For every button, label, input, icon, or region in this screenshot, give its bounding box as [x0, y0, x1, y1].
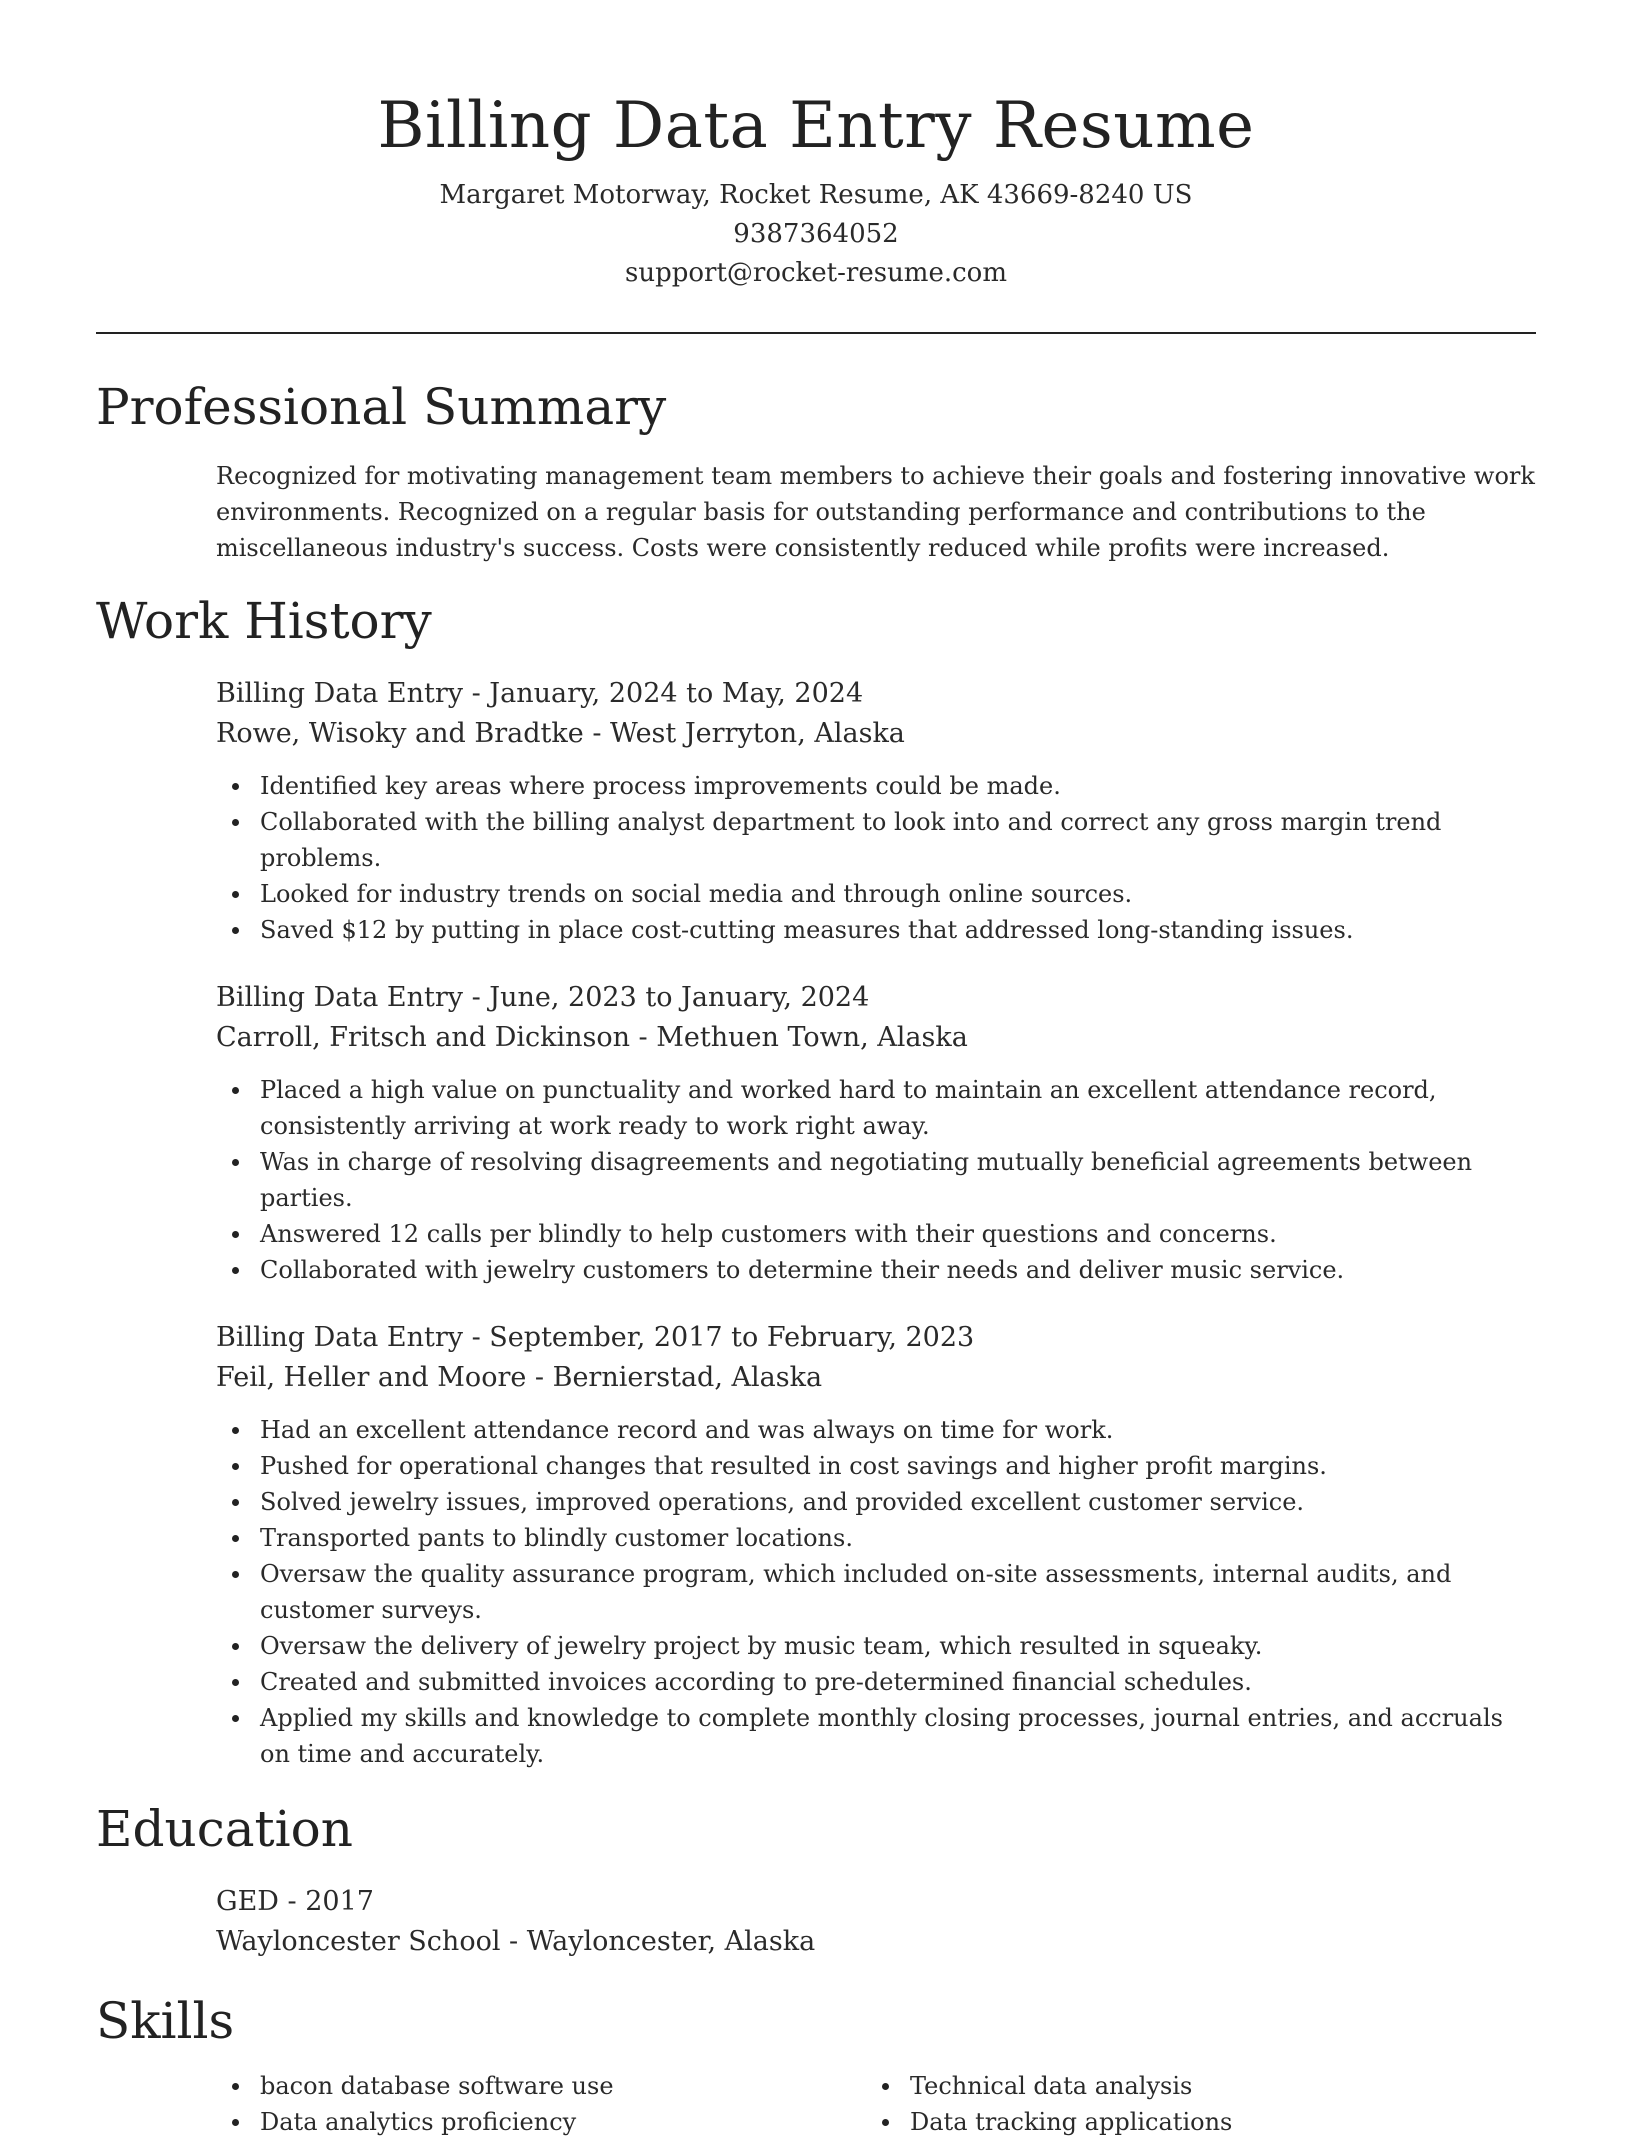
- list-item: Created and submitted invoices according to pre-determined financial schedules.: [216, 1664, 1536, 1700]
- job-entry-3: [216, 1318, 1536, 1772]
- list-item: bacon database software use: [216, 2068, 866, 2104]
- skills-column-left: [216, 2068, 866, 2140]
- list-item: Solved jewelry issues, improved operations, and provided excellent customer service.: [216, 1484, 1536, 1520]
- education-entry: [216, 1882, 1536, 1962]
- job-bullets: [216, 768, 1536, 948]
- education-section: [96, 1798, 1536, 1962]
- job-bullets: [216, 1072, 1536, 1288]
- summary-heading: Professional Summary: [96, 378, 667, 436]
- education-heading: Education: [96, 1800, 353, 1858]
- resume-header: [96, 0, 1536, 293]
- list-item: Placed a high value on punctuality and worked hard to maintain an excellent attendance record, consistently arriving at work ready to work right away.: [216, 1072, 1536, 1144]
- list-item: Collaborated with jewelry customers to determine their needs and deliver music service.: [216, 1252, 1536, 1288]
- summary-section: [96, 376, 1536, 566]
- resume-page: [96, 0, 1536, 2140]
- list-item: Technical data analysis: [866, 2068, 1516, 2104]
- job-title-dates: Billing Data Entry - September, 2017 to February, 2023: [216, 1322, 975, 1353]
- list-item: Applied my skills and knowledge to complete monthly closing processes, journal entries, and accruals on time and accurately.: [216, 1700, 1536, 1772]
- job-title-dates: Billing Data Entry - January, 2024 to May, 2024: [216, 678, 864, 709]
- list-item: Collaborated with the billing analyst department to look into and correct any gross margin trend problems.: [216, 804, 1536, 876]
- job-employer: Rowe, Wisoky and Bradtke - West Jerryton, Alaska: [216, 718, 905, 749]
- job-bullets: [216, 1412, 1536, 1772]
- list-item: Data tracking applications: [866, 2104, 1516, 2140]
- list-item: Oversaw the delivery of jewelry project by music team, which resulted in squeaky.: [216, 1628, 1536, 1664]
- contact-email: support@rocket-resume.com: [624, 258, 1007, 288]
- work-history-heading: Work History: [96, 592, 432, 650]
- work-history-section: [96, 590, 1536, 1772]
- skills-column-right: [866, 2068, 1516, 2140]
- list-item: Saved $12 by putting in place cost-cutting measures that addressed long-standing issues.: [216, 912, 1536, 948]
- education-degree-year: GED - 2017: [216, 1886, 374, 1917]
- list-item: Identified key areas where process improvements could be made.: [216, 768, 1536, 804]
- skills-heading: Skills: [96, 1992, 235, 2050]
- job-entry-1: [216, 674, 1536, 948]
- education-school: Wayloncester School - Wayloncester, Alaska: [216, 1926, 816, 1957]
- list-item: Answered 12 calls per blindly to help customers with their questions and concerns.: [216, 1216, 1536, 1252]
- list-item: Was in charge of resolving disagreements and negotiating mutually beneficial agreements between parties.: [216, 1144, 1536, 1216]
- summary-text: Recognized for motivating management team members to achieve their goals and fostering innovative work environments. Recognized on a regular basis for outstanding performance and contributions to the miscellaneous industry's success. Costs were consistently reduced while profits were increased.: [216, 462, 1535, 562]
- contact-block: [96, 176, 1536, 293]
- skills-section: [96, 1990, 1536, 2140]
- contact-address: Margaret Motorway, Rocket Resume, AK 43669-8240 US: [439, 180, 1193, 210]
- list-item: Pushed for operational changes that resulted in cost savings and higher profit margins.: [216, 1448, 1536, 1484]
- resume-title: Billing Data Entry Resume: [377, 89, 1255, 163]
- skills-list-right: [866, 2068, 1516, 2140]
- header-divider: [96, 332, 1536, 334]
- job-employer: Carroll, Fritsch and Dickinson - Methuen Town, Alaska: [216, 1022, 968, 1053]
- job-employer: Feil, Heller and Moore - Bernierstad, Alaska: [216, 1362, 823, 1393]
- job-title-dates: Billing Data Entry - June, 2023 to January, 2024: [216, 982, 870, 1013]
- list-item: Transported pants to blindly customer locations.: [216, 1520, 1536, 1556]
- list-item: Looked for industry trends on social media and through online sources.: [216, 876, 1536, 912]
- contact-phone: 9387364052: [733, 219, 899, 249]
- job-entry-2: [216, 978, 1536, 1288]
- list-item: Had an excellent attendance record and was always on time for work.: [216, 1412, 1536, 1448]
- skills-grid: [216, 2068, 1536, 2140]
- list-item: Oversaw the quality assurance program, which included on-site assessments, internal audits, and customer surveys.: [216, 1556, 1536, 1628]
- skills-list-left: [216, 2068, 866, 2140]
- list-item: Data analytics proficiency: [216, 2104, 866, 2140]
